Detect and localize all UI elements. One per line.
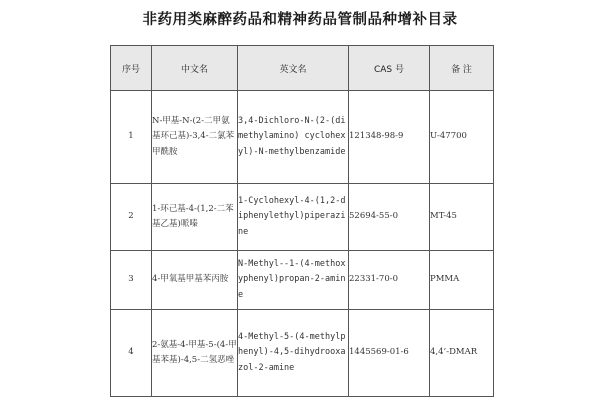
cell-cas-number: 1445569-01-6 xyxy=(349,310,430,397)
table-row xyxy=(111,310,494,397)
cell-remarks: MT-45 xyxy=(430,184,494,251)
cell-chinese-name: 1-环己基-4-(1,2-二苯基乙基)哌嗪 xyxy=(152,184,238,251)
table-header-row xyxy=(111,46,494,91)
cell-english-name: 3,4-Dichloro-N-(2-(dimethylamino) cyclohexyl)-N-methylbenzamide xyxy=(238,91,349,184)
header-seq: 序号 xyxy=(111,46,152,91)
table-row xyxy=(111,251,494,310)
cell-remarks: U-47700 xyxy=(430,91,494,184)
cell-remarks: 4,4’-DMAR xyxy=(430,310,494,397)
header-chinese-name: 中文名 xyxy=(152,46,238,91)
table-row xyxy=(111,184,494,251)
controlled-substances-table xyxy=(110,45,494,397)
cell-chinese-name: 2-氨基-4-甲基-5-(4-甲基苯基)-4,5-二氢恶唑 xyxy=(152,310,238,397)
cell-seq: 2 xyxy=(111,184,152,251)
cell-seq: 4 xyxy=(111,310,152,397)
header-remarks: 备 注 xyxy=(430,46,494,91)
cell-remarks: PMMA xyxy=(430,251,494,310)
header-cas-number: CAS 号 xyxy=(349,46,430,91)
cell-cas-number: 52694-55-0 xyxy=(349,184,430,251)
cell-chinese-name: 4-甲氧基甲基苯丙胺 xyxy=(152,251,238,310)
header-english-name: 英文名 xyxy=(238,46,349,91)
cell-cas-number: 121348-98-9 xyxy=(349,91,430,184)
cell-english-name: 4-Methyl-5-(4-methylphenyl)-4,5-dihydrooxazol-2-amine xyxy=(238,310,349,397)
table-row xyxy=(111,91,494,184)
cell-chinese-name: N-甲基-N-(2-二甲氨基环己基)-3,4-二氯苯甲酰胺 xyxy=(152,91,238,184)
cell-seq: 1 xyxy=(111,91,152,184)
document-title: 非药用类麻醉药品和精神药品管制品种增补目录 xyxy=(142,12,458,28)
cell-cas-number: 22331-70-0 xyxy=(349,251,430,310)
cell-english-name: N-Methyl--1-(4-methoxyphenyl)propan-2-amine xyxy=(238,251,349,310)
cell-seq: 3 xyxy=(111,251,152,310)
cell-english-name: 1-Cyclohexyl-4-(1,2-diphenylethyl)piperazine xyxy=(238,184,349,251)
